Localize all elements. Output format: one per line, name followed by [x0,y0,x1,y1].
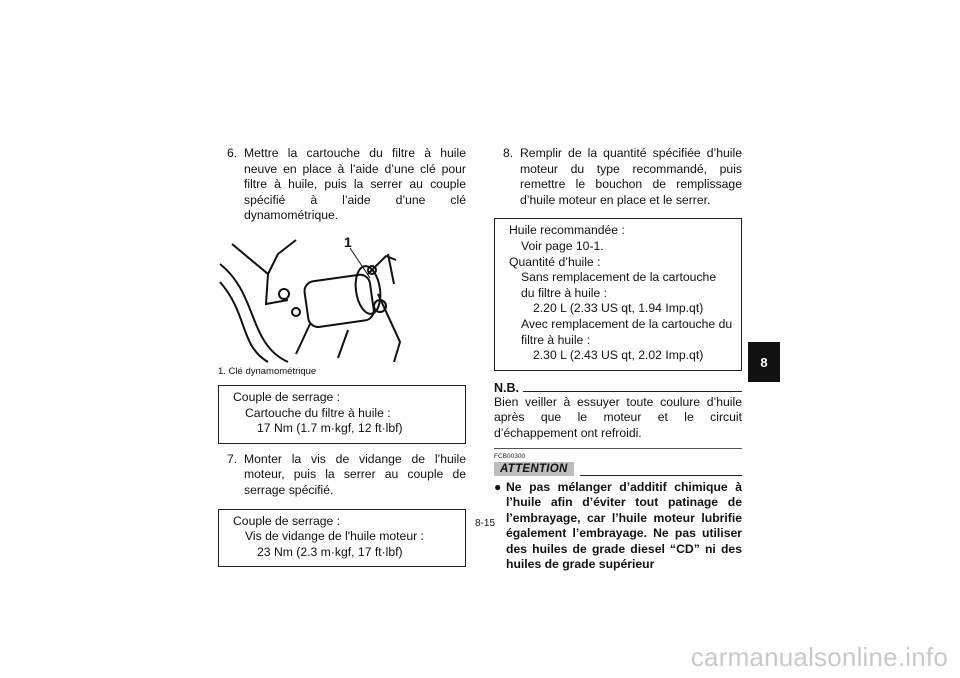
spec-item: Cartouche du filtre à huile : [245,405,391,420]
attention-heading [494,462,742,476]
spec-value: 17 Nm (1.7 m·kgf, 12 ft·lbf) [257,421,403,436]
step-number: 7. [227,451,238,466]
spec-heading: Huile recommandée : [509,223,625,238]
note-heading [494,381,742,395]
spec-value: 2.30 L (2.43 US qt, 2.02 Imp.qt) [533,348,704,363]
spec-heading: Quantité d’huile : [509,254,601,269]
step-number: 6. [227,146,238,160]
note-separator [494,448,742,449]
torque-wrench-drawing [218,234,466,364]
step-text: Remplir de la quantité spécifiée d’huile moteur du type recommandé, puis remettre le bouchon de remplissage d’huile moteur en place et le serrer. [520,146,742,207]
attention-text: Ne pas mélanger d’additif chimique à l’huile afin d’éviter tout patinage de l’embrayage, car l’huile moteur lubrifie également l’embrayage. Ne pas utiliser des huiles de grade diesel “CD” ni des huiles de grade supérieur [506,479,742,572]
note-text: Bien veiller à essuyer toute coulure d’huile après que le moteur et le circuit d’échappement ont refroidi. [494,394,742,440]
spec-item: Sans remplacement de la cartouche du filtre à huile : [521,270,717,300]
torque-spec-box-filter [218,385,466,444]
oil-spec-box [494,218,742,370]
spec-heading: Couple de serrage : [233,389,341,404]
spec-value: 23 Nm (2.3 m·kgf, 17 ft·lbf) [257,544,403,559]
watermark: carmanualsonline.info [690,642,948,672]
spec-item: Avec remplacement de la cartouche du filtre à huile : [521,316,733,347]
step-7 [218,452,466,499]
step-number: 8. [503,146,514,160]
chapter-tab: 8 [748,342,780,382]
spec-item: Vis de vidange de l'huile moteur : [245,529,424,544]
callout-number: 1 [344,233,352,250]
figure-caption: 1. Clé dynamométrique [218,365,317,377]
page-number: 8-15 [474,518,495,529]
oil-filter-illustration [218,234,466,364]
spec-item: Voir page 10-1. [521,238,604,253]
left-column [218,146,466,575]
step-text: Mettre la cartouche du filtre à huile neuve en place à l’aide d’une clé pour filtre à huile, puis la serrer au couple spécifié à l’aide d’une clé dynamométrique. [244,146,466,223]
spec-heading: Couple de serrage : [233,513,341,528]
attention-rule [580,475,742,476]
right-column [494,146,742,573]
step-8 [494,146,742,208]
spec-value: 2.20 L (2.33 US qt, 1.94 Imp.qt) [533,301,704,316]
note-rule [523,390,742,392]
note-title: N.B. [494,380,519,395]
attention-code: FCB00300 [494,452,526,460]
step-6 [218,146,466,224]
step-text: Monter la vis de vidange de l’huile moteur, puis la serrer au couple de serrage spécifié. [244,451,466,497]
attention-badge: ATTENTION [494,462,574,476]
bullet-icon: ● [494,479,502,494]
